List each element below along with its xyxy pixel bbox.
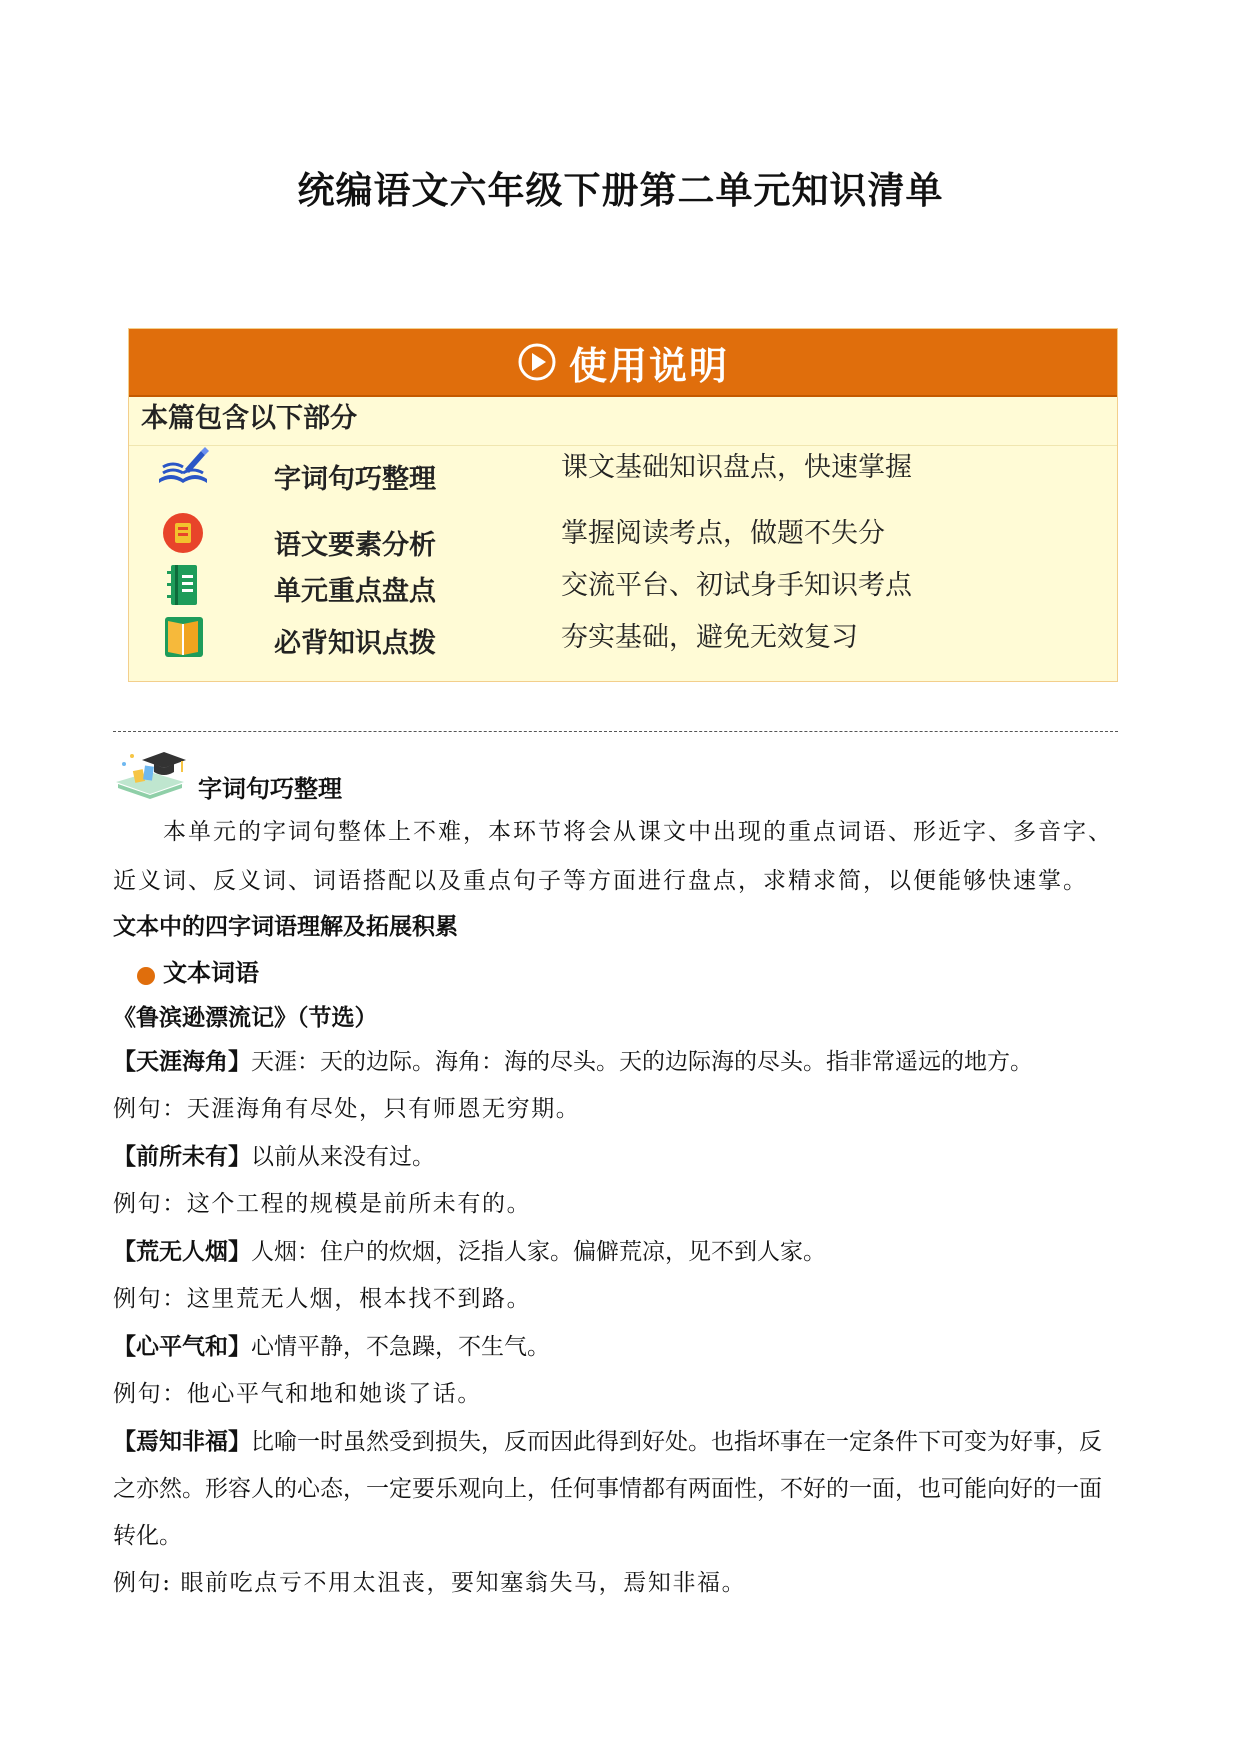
definition: 天涯：天的边际。海角：海的尽头。天的边际海的尽头。指非常遥远的地方。 <box>251 1049 1033 1075</box>
usage-label: 必背知识点拨 <box>274 628 436 659</box>
term-entry <box>113 1133 1123 1181</box>
example-sentence: 例句：这里荒无人烟，根本找不到路。 <box>113 1286 532 1312</box>
page-title: 统编语文六年级下册第二单元知识清单 <box>297 169 944 212</box>
term-entry <box>113 1038 1123 1086</box>
section-title: 字词句巧整理 <box>198 775 342 803</box>
definition: 比喻一时虽然受到损失，反而因此得到好处。也指坏事在一定条件下可变为好事，反之亦然。形容人的心态，一定要乐观向上，任何事情都有两面性，不好的一面，也可能向好的一面转化。 <box>113 1429 1102 1549</box>
red-badge-icon <box>155 511 211 557</box>
usage-desc: 交流平台、初试身手知识考点 <box>561 570 912 601</box>
term: 【天涯海角】 <box>113 1048 251 1075</box>
example-sentence: 例句：天涯海角有尽处，只有师恩无穷期。 <box>113 1096 581 1122</box>
play-circle-icon <box>517 342 557 382</box>
usage-row <box>129 445 1117 495</box>
usage-desc: 课文基础知识盘点，快速掌握 <box>561 452 912 483</box>
usage-intro: 本篇包含以下部分 <box>129 397 1117 446</box>
usage-label: 单元重点盘点 <box>274 576 436 607</box>
term: 【前所未有】 <box>113 1143 251 1170</box>
graduation-cap-icon <box>112 748 188 800</box>
section-intro: 本单元的字词句整体上不难，本环节将会从课文中出现的重点词语、形近字、多音字、近义词、反义词、词语搭配以及重点句子等方面进行盘点，求精求简，以便能够快速掌。 <box>113 819 1113 894</box>
example-sentence: 例句：这个工程的规模是前所未有的。 <box>113 1191 532 1217</box>
usage-panel <box>128 328 1118 682</box>
bullet-dot <box>137 967 155 985</box>
definition: 心情平静，不急躁，不生气。 <box>251 1334 550 1360</box>
bullet-label: 文本词语 <box>163 959 259 987</box>
open-book-icon <box>155 615 211 661</box>
usage-desc: 掌握阅读考点，做题不失分 <box>561 518 885 549</box>
usage-label: 字词句巧整理 <box>274 464 436 495</box>
usage-header <box>129 329 1117 397</box>
usage-row <box>129 511 1117 561</box>
usage-desc: 夯实基础，避免无效复习 <box>561 622 858 653</box>
usage-label: 语文要素分析 <box>274 530 436 561</box>
usage-row <box>129 563 1117 613</box>
term: 【荒无人烟】 <box>113 1238 251 1265</box>
term-entry <box>113 1228 1123 1276</box>
example-sentence: 例句：他心平气和地和她谈了话。 <box>113 1381 482 1407</box>
section-divider <box>113 731 1118 732</box>
term-entry <box>113 1323 1123 1371</box>
term-entry <box>113 1418 1123 1560</box>
entry-list <box>113 1038 1123 1607</box>
source-title: 《鲁滨逊漂流记》（节选） <box>113 1005 378 1031</box>
term: 【焉知非福】 <box>113 1428 251 1455</box>
example-sentence: 例句: 眼前吃点亏不用太沮丧，要知塞翁失马，焉知非福。 <box>113 1570 747 1596</box>
definition: 人烟：住户的炊烟，泛指人家。偏僻荒凉，见不到人家。 <box>251 1239 826 1265</box>
usage-row <box>129 615 1117 665</box>
term: 【心平气和】 <box>113 1333 251 1360</box>
green-notebook-icon <box>155 563 211 609</box>
book-pen-icon <box>155 445 211 491</box>
definition: 以前从来没有过。 <box>251 1144 435 1170</box>
usage-header-label: 使用说明 <box>568 343 729 388</box>
subheading: 文本中的四字词语理解及拓展积累 <box>113 914 458 940</box>
